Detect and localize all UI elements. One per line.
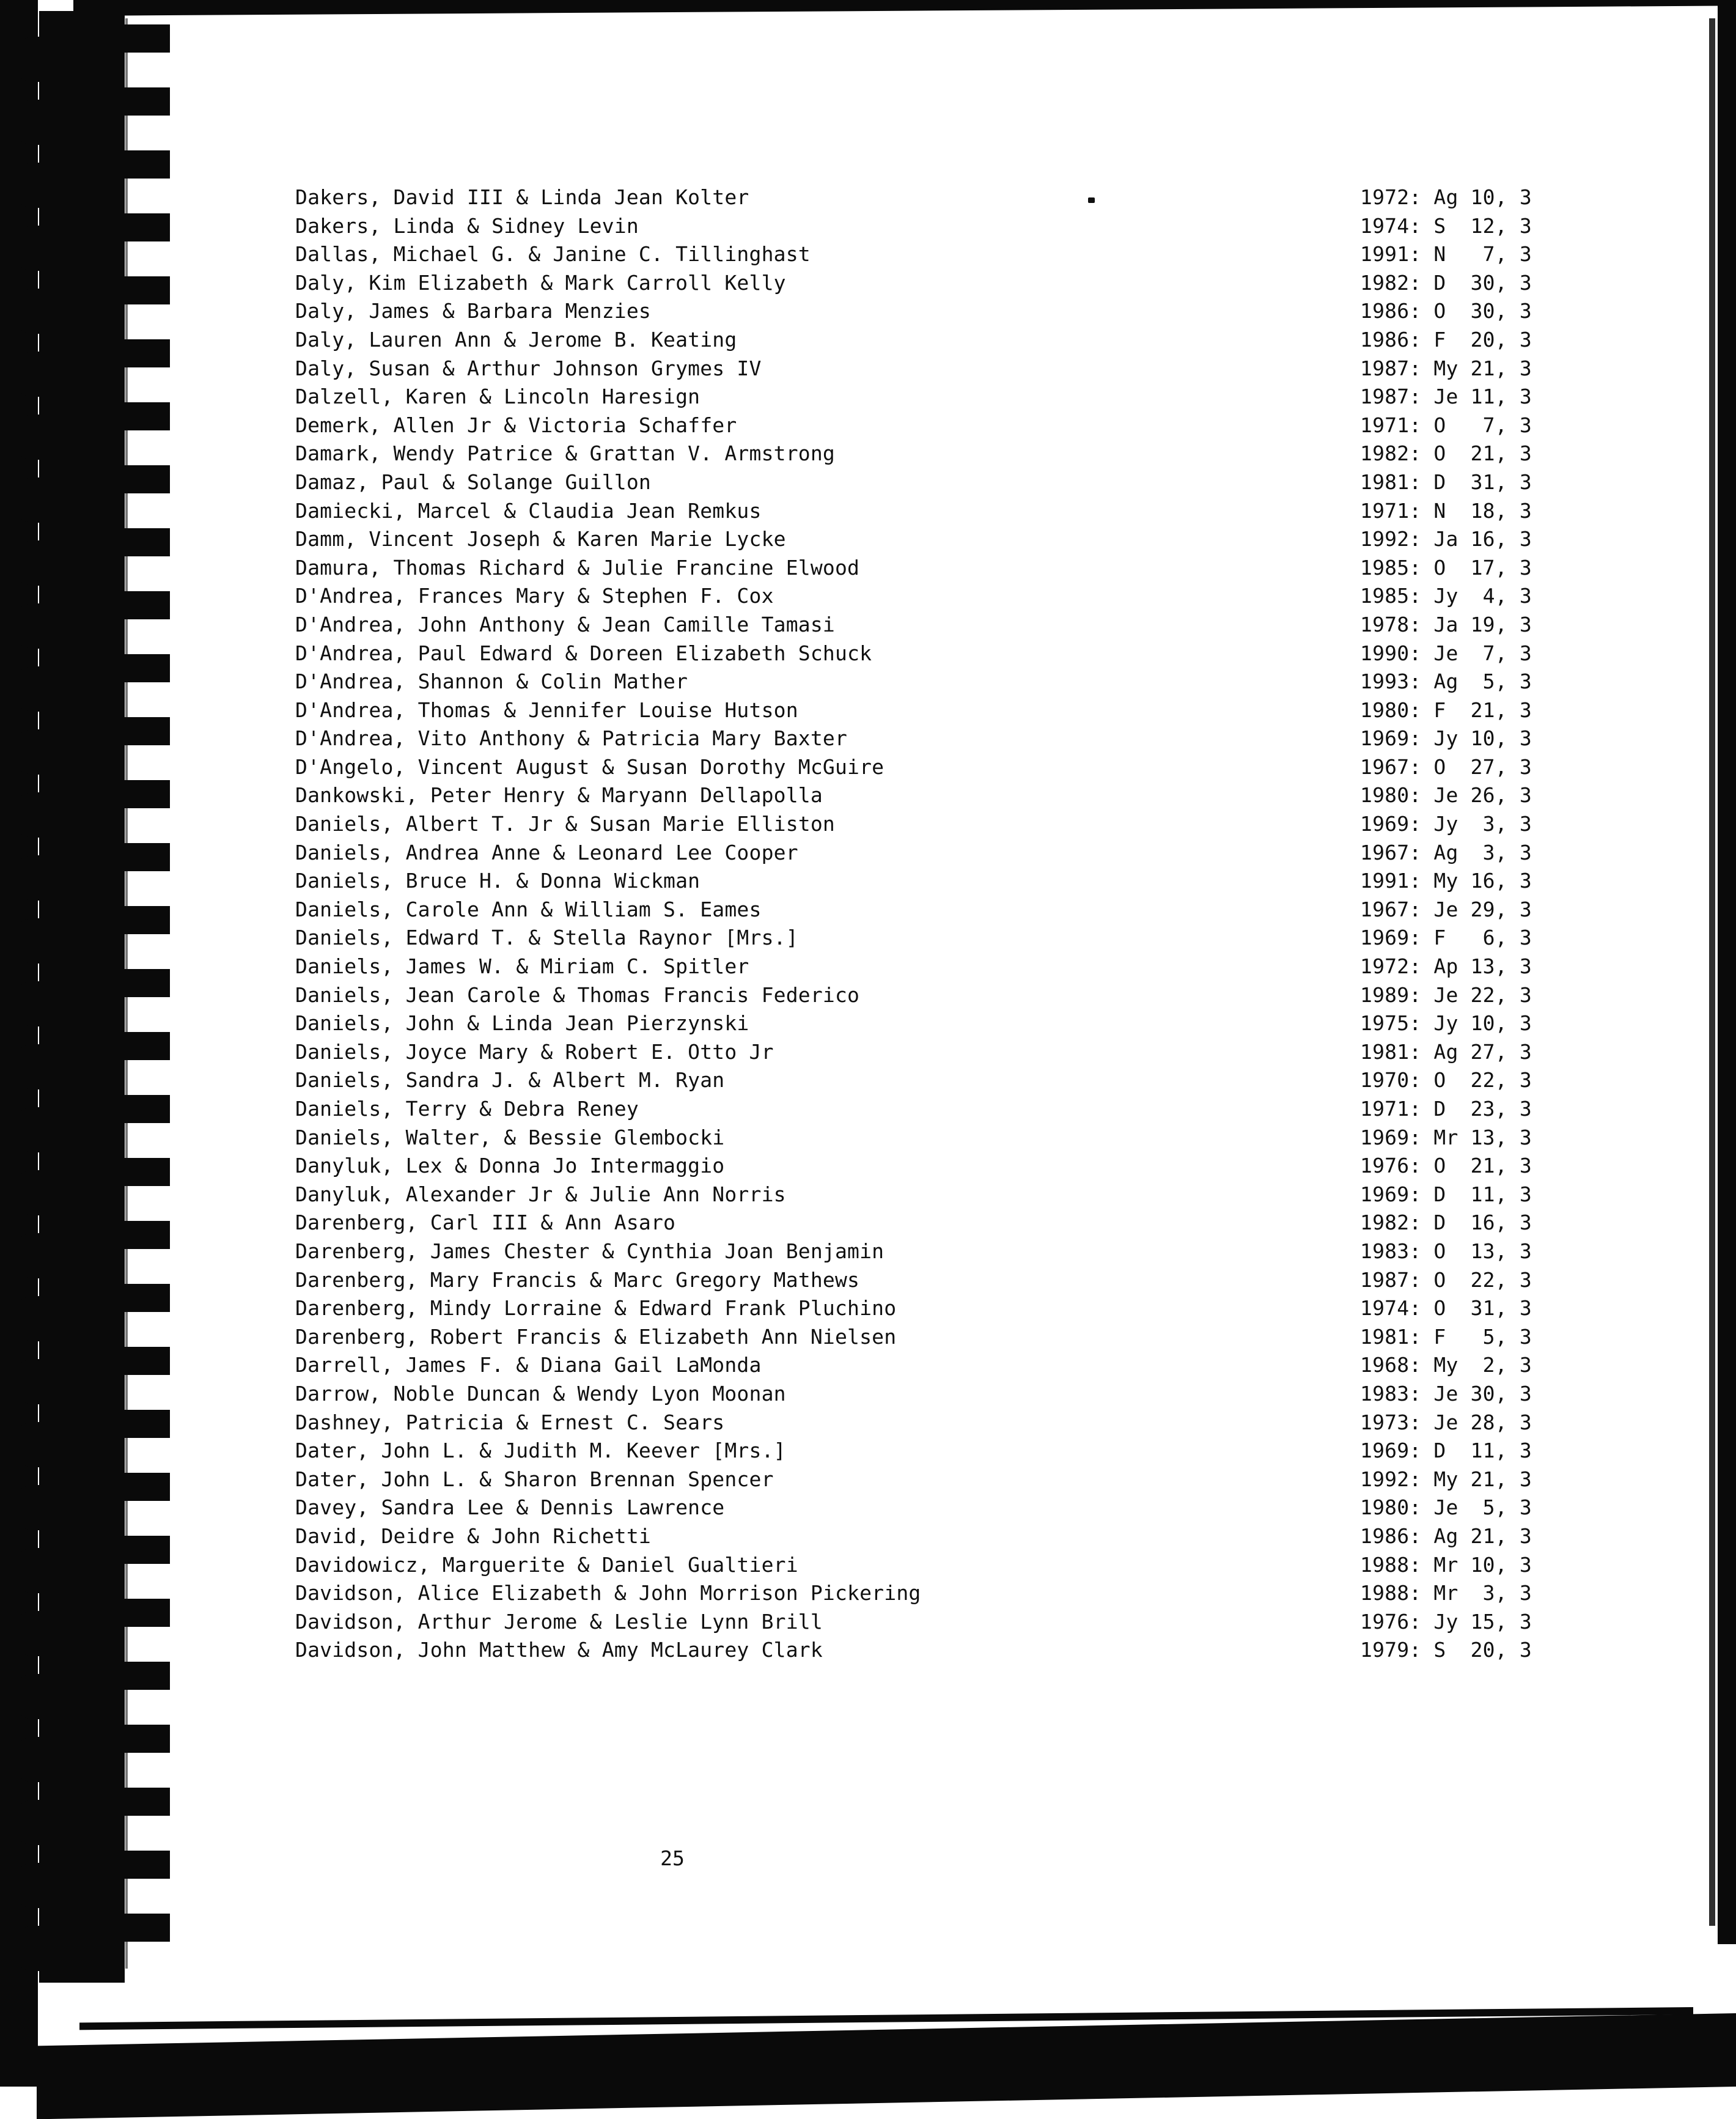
entry-row xyxy=(295,326,1548,355)
binding-tooth xyxy=(116,717,170,745)
entry-name: Dashney, Patricia & Ernest C. Sears xyxy=(295,1410,725,1434)
binding-lobe xyxy=(11,163,54,208)
entry-row xyxy=(295,1409,1548,1437)
entry-row xyxy=(295,497,1548,526)
binding-tooth xyxy=(116,1158,170,1186)
entry-row xyxy=(295,582,1548,611)
entry-name: Darrell, James F. & Diana Gail LaMonda xyxy=(295,1353,762,1377)
entry-row xyxy=(295,1009,1548,1038)
entry-row xyxy=(295,183,1548,212)
entry-name: Davidson, Alice Elizabeth & John Morrison Pickering xyxy=(295,1581,921,1605)
binding-lobe xyxy=(11,855,54,901)
binding-lobe xyxy=(11,540,54,586)
entry-name: Darenberg, Mary Francis & Marc Gregory Mathews xyxy=(295,1267,860,1292)
entry-row xyxy=(295,867,1548,896)
binding-lobe xyxy=(11,415,54,460)
entry-row xyxy=(295,440,1548,468)
entry-date: 1974: S 12, 3 xyxy=(1360,213,1532,238)
entry-name: Darrow, Noble Duncan & Wendy Lyon Moonan xyxy=(295,1381,786,1406)
entry-row xyxy=(295,1465,1548,1494)
binding-lobe xyxy=(11,981,54,1026)
binding-lobe xyxy=(11,918,54,964)
entry-row xyxy=(295,1294,1548,1323)
entry-date: 1980: Je 5, 3 xyxy=(1360,1495,1532,1520)
binding-tooth xyxy=(116,906,170,934)
entry-row xyxy=(295,1608,1548,1637)
entry-row xyxy=(295,297,1548,326)
entry-name: Damura, Thomas Richard & Julie Francine Elwood xyxy=(295,555,860,580)
entry-name: Daniels, Walter, & Bessie Glembocki xyxy=(295,1125,725,1149)
binding-tooth xyxy=(116,213,170,241)
entry-name: Davidson, John Matthew & Amy McLaurey Clark xyxy=(295,1638,823,1662)
binding-lobe xyxy=(11,1737,54,1782)
scan-border-bottom xyxy=(37,2013,1736,2119)
entry-row xyxy=(295,355,1548,383)
entry-row xyxy=(295,1551,1548,1580)
entry-date: 1988: Mr 3, 3 xyxy=(1360,1581,1532,1605)
binding-lobe xyxy=(11,1548,54,1593)
entry-row xyxy=(295,212,1548,241)
entry-name: Darenberg, Robert Francis & Elizabeth Ann Nielsen xyxy=(295,1324,897,1349)
entry-date: 1992: My 21, 3 xyxy=(1360,1467,1532,1491)
entry-name: Davidowicz, Marguerite & Daniel Gualtieri xyxy=(295,1552,798,1577)
entry-date: 1985: O 17, 3 xyxy=(1360,555,1532,580)
scan-border-top xyxy=(73,0,1736,16)
entry-row xyxy=(295,468,1548,497)
binding-tooth xyxy=(116,654,170,682)
entry-name: Danyluk, Alexander Jr & Julie Ann Norris xyxy=(295,1182,786,1206)
entry-name: Dalzell, Karen & Lincoln Haresign xyxy=(295,385,701,409)
binding-lobe xyxy=(11,1422,54,1467)
entry-date: 1978: Ja 19, 3 xyxy=(1360,612,1532,636)
entry-date: 1987: O 22, 3 xyxy=(1360,1267,1532,1292)
entry-name: Daniels, Bruce H. & Donna Wickman xyxy=(295,869,701,893)
entry-row xyxy=(295,668,1548,696)
binding-lobe xyxy=(11,1611,54,1656)
entry-row xyxy=(295,810,1548,839)
entry-date: 1969: Jy 10, 3 xyxy=(1360,726,1532,751)
entry-name: Daniels, Andrea Anne & Leonard Lee Cooper xyxy=(295,840,798,864)
entry-row xyxy=(295,1437,1548,1465)
binding-tooth xyxy=(116,843,170,871)
binding-tooth xyxy=(116,1284,170,1312)
entry-date: 1986: Ag 21, 3 xyxy=(1360,1524,1532,1548)
binding-tooth xyxy=(116,1599,170,1627)
binding-lobe xyxy=(11,1296,54,1341)
entry-date: 1972: Ap 13, 3 xyxy=(1360,954,1532,979)
binding-tooth xyxy=(116,1725,170,1753)
entry-row xyxy=(295,1522,1548,1551)
entry-row xyxy=(295,611,1548,639)
binding-tooth xyxy=(116,1221,170,1249)
entry-name: Demerk, Allen Jr & Victoria Schaffer xyxy=(295,413,737,437)
entry-name: D'Andrea, Frances Mary & Stephen F. Cox xyxy=(295,584,774,608)
entry-date: 1969: D 11, 3 xyxy=(1360,1182,1532,1206)
entry-date: 1983: Je 30, 3 xyxy=(1360,1381,1532,1406)
entry-date: 1975: Jy 10, 3 xyxy=(1360,1011,1532,1036)
binding-lobe xyxy=(11,1044,54,1089)
entry-name: Dakers, Linda & Sidney Levin xyxy=(295,213,639,238)
binding-tooth xyxy=(116,1032,170,1060)
entry-row xyxy=(295,781,1548,810)
entry-row xyxy=(295,1152,1548,1181)
entry-name: Damaz, Paul & Solange Guillon xyxy=(295,470,651,494)
entry-row xyxy=(295,1494,1548,1522)
binding-tooth xyxy=(116,1788,170,1816)
scan-border-right xyxy=(1718,0,1736,1944)
entry-date: 1981: Ag 27, 3 xyxy=(1360,1039,1532,1064)
binding-tooth xyxy=(116,1473,170,1501)
entry-date: 1979: S 20, 3 xyxy=(1360,1638,1532,1662)
binding-tooth xyxy=(116,150,170,179)
entry-name: Daniels, John & Linda Jean Pierzynski xyxy=(295,1011,749,1036)
entry-name: Daly, James & Barbara Menzies xyxy=(295,299,651,323)
entry-date: 1993: Ag 5, 3 xyxy=(1360,669,1532,694)
entry-name: Damark, Wendy Patrice & Grattan V. Armstrong xyxy=(295,441,835,466)
entry-name: Daniels, Joyce Mary & Robert E. Otto Jr xyxy=(295,1039,774,1064)
entry-date: 1991: N 7, 3 xyxy=(1360,242,1532,267)
entry-row xyxy=(295,269,1548,298)
entry-name: Davidson, Arthur Jerome & Leslie Lynn Brill xyxy=(295,1609,823,1634)
entry-name: Daniels, Edward T. & Stella Raynor [Mrs.] xyxy=(295,926,798,950)
entry-name: D'Andrea, Vito Anthony & Patricia Mary Baxter xyxy=(295,726,848,751)
entry-name: David, Deidre & John Richetti xyxy=(295,1524,651,1548)
entry-date: 1983: O 13, 3 xyxy=(1360,1239,1532,1263)
binding-lobe xyxy=(11,37,54,82)
binding-lobe xyxy=(11,1800,54,1845)
binding-tooth xyxy=(116,24,170,53)
entry-date: 1991: My 16, 3 xyxy=(1360,869,1532,893)
entry-row xyxy=(295,1181,1548,1209)
entry-name: D'Angelo, Vincent August & Susan Dorothy McGuire xyxy=(295,754,885,779)
entry-row xyxy=(295,411,1548,440)
binding-lobe xyxy=(11,1485,54,1530)
entry-name: Daniels, Sandra J. & Albert M. Ryan xyxy=(295,1068,725,1093)
entry-date: 1988: Mr 10, 3 xyxy=(1360,1552,1532,1577)
binding-tooth xyxy=(116,780,170,808)
spiral-binding xyxy=(0,0,183,1993)
entry-row xyxy=(295,554,1548,583)
binding-tooth xyxy=(116,1914,170,1942)
entry-date: 1992: Ja 16, 3 xyxy=(1360,527,1532,551)
entry-row xyxy=(295,924,1548,953)
entry-name: D'Andrea, Paul Edward & Doreen Elizabeth Schuck xyxy=(295,641,872,665)
binding-tooth xyxy=(116,465,170,493)
binding-lobe xyxy=(11,792,54,838)
entry-date: 1982: D 16, 3 xyxy=(1360,1211,1532,1235)
entry-date: 1987: My 21, 3 xyxy=(1360,356,1532,380)
entry-row xyxy=(295,1323,1548,1352)
entry-date: 1990: Je 7, 3 xyxy=(1360,641,1532,665)
entry-row xyxy=(295,383,1548,411)
entry-name: D'Andrea, Shannon & Colin Mather xyxy=(295,669,688,694)
binding-tooth xyxy=(116,1662,170,1690)
entry-name: D'Andrea, Thomas & Jennifer Louise Hutson xyxy=(295,698,798,722)
binding-lobe xyxy=(11,1674,54,1719)
entry-date: 1971: D 23, 3 xyxy=(1360,1097,1532,1121)
entry-row xyxy=(295,696,1548,725)
binding-lobe xyxy=(11,1926,54,1971)
entry-row xyxy=(295,1351,1548,1380)
entry-date: 1989: Je 22, 3 xyxy=(1360,982,1532,1007)
entry-date: 1971: N 18, 3 xyxy=(1360,498,1532,523)
binding-tooth xyxy=(116,276,170,304)
binding-lobe xyxy=(11,477,54,523)
entry-name: Dankowski, Peter Henry & Maryann Dellapolla xyxy=(295,783,823,808)
entry-date: 1971: O 7, 3 xyxy=(1360,413,1532,437)
entry-date: 1981: F 5, 3 xyxy=(1360,1324,1532,1349)
entry-row xyxy=(295,839,1548,868)
binding-lobe xyxy=(11,1359,54,1404)
binding-tooth xyxy=(116,528,170,556)
entry-name: Dater, John L. & Judith M. Keever [Mrs.] xyxy=(295,1439,786,1463)
entry-date: 1969: F 6, 3 xyxy=(1360,926,1532,950)
page-number-value: 25 xyxy=(660,1846,685,1870)
entry-date: 1980: Je 26, 3 xyxy=(1360,783,1532,808)
entry-date: 1986: F 20, 3 xyxy=(1360,327,1532,352)
binding-tooth xyxy=(116,1410,170,1438)
entry-date: 1967: Ag 3, 3 xyxy=(1360,840,1532,864)
entry-name: Daniels, Terry & Debra Reney xyxy=(295,1097,639,1121)
entry-name: Daniels, Carole Ann & William S. Eames xyxy=(295,897,762,921)
entry-row xyxy=(295,639,1548,668)
entry-name: Damiecki, Marcel & Claudia Jean Remkus xyxy=(295,498,762,523)
entry-row xyxy=(295,953,1548,981)
entry-row xyxy=(295,1038,1548,1067)
entry-date: 1982: D 30, 3 xyxy=(1360,270,1532,295)
entry-name: Dallas, Michael G. & Janine C. Tillinghast xyxy=(295,242,811,267)
binding-tooth xyxy=(116,591,170,619)
entry-date: 1969: D 11, 3 xyxy=(1360,1439,1532,1463)
binding-lobe xyxy=(11,289,54,334)
entry-date: 1969: Mr 13, 3 xyxy=(1360,1125,1532,1149)
entry-date: 1987: Je 11, 3 xyxy=(1360,385,1532,409)
entry-date: 1968: My 2, 3 xyxy=(1360,1353,1532,1377)
binding-tooth xyxy=(116,87,170,116)
entry-date: 1973: Je 28, 3 xyxy=(1360,1410,1532,1434)
entry-list xyxy=(295,183,1548,1665)
entry-row xyxy=(295,1209,1548,1237)
binding-lobe xyxy=(11,1107,54,1152)
entry-row xyxy=(295,981,1548,1010)
entry-name: D'Andrea, John Anthony & Jean Camille Tamasi xyxy=(295,612,835,636)
page-number xyxy=(0,1846,1736,1870)
entry-date: 1967: O 27, 3 xyxy=(1360,754,1532,779)
entry-row xyxy=(295,1124,1548,1152)
entry-row xyxy=(295,1636,1548,1665)
binding-tooth xyxy=(116,339,170,367)
entry-row xyxy=(295,724,1548,753)
entry-date: 1976: Jy 15, 3 xyxy=(1360,1609,1532,1634)
binding-tooth xyxy=(116,1347,170,1375)
entry-name: Damm, Vincent Joseph & Karen Marie Lycke xyxy=(295,527,786,551)
entry-name: Daly, Lauren Ann & Jerome B. Keating xyxy=(295,327,737,352)
binding-lobe xyxy=(11,666,54,712)
scan-border-right-inner xyxy=(1709,18,1715,1926)
entry-name: Danyluk, Lex & Donna Jo Intermaggio xyxy=(295,1154,725,1178)
entry-row xyxy=(295,1380,1548,1409)
entry-name: Daniels, James W. & Miriam C. Spitler xyxy=(295,954,749,979)
entry-row xyxy=(295,753,1548,782)
entry-date: 1967: Je 29, 3 xyxy=(1360,897,1532,921)
entry-row xyxy=(295,896,1548,924)
entry-name: Davey, Sandra Lee & Dennis Lawrence xyxy=(295,1495,725,1520)
binding-lobe xyxy=(11,1170,54,1215)
entry-date: 1974: O 31, 3 xyxy=(1360,1296,1532,1321)
entry-name: Dakers, David III & Linda Jean Kolter xyxy=(295,185,749,209)
entry-row xyxy=(295,1095,1548,1124)
entry-row xyxy=(295,1237,1548,1266)
binding-lobe xyxy=(11,603,54,649)
entry-date: 1980: F 21, 3 xyxy=(1360,698,1532,722)
entry-date: 1969: Jy 3, 3 xyxy=(1360,812,1532,836)
entry-date: 1986: O 30, 3 xyxy=(1360,299,1532,323)
binding-lobe xyxy=(11,729,54,775)
entry-date: 1985: Jy 4, 3 xyxy=(1360,584,1532,608)
entry-row xyxy=(295,240,1548,269)
binding-lobe xyxy=(11,352,54,397)
entry-name: Daly, Susan & Arthur Johnson Grymes IV xyxy=(295,356,762,380)
binding-tooth xyxy=(116,402,170,430)
binding-tooth xyxy=(116,1095,170,1123)
entry-date: 1972: Ag 10, 3 xyxy=(1360,185,1532,209)
entry-date: 1982: O 21, 3 xyxy=(1360,441,1532,466)
entry-name: Darenberg, James Chester & Cynthia Joan Benjamin xyxy=(295,1239,885,1263)
binding-tooth xyxy=(116,969,170,997)
binding-lobe xyxy=(11,226,54,271)
entry-date: 1970: O 22, 3 xyxy=(1360,1068,1532,1093)
binding-lobe xyxy=(11,1233,54,1278)
entry-date: 1976: O 21, 3 xyxy=(1360,1154,1532,1178)
entry-name: Darenberg, Mindy Lorraine & Edward Frank Pluchino xyxy=(295,1296,897,1321)
binding-tooth xyxy=(116,1536,170,1564)
entry-name: Daniels, Albert T. Jr & Susan Marie Elliston xyxy=(295,812,835,836)
entry-row xyxy=(295,1579,1548,1608)
entry-name: Daniels, Jean Carole & Thomas Francis Federico xyxy=(295,982,860,1007)
entry-name: Darenberg, Carl III & Ann Asaro xyxy=(295,1211,676,1235)
entry-row xyxy=(295,1066,1548,1095)
entry-name: Dater, John L. & Sharon Brennan Spencer xyxy=(295,1467,774,1491)
entry-row xyxy=(295,525,1548,554)
binding-lobe xyxy=(11,100,54,145)
entry-row xyxy=(295,1266,1548,1295)
entry-name: Daly, Kim Elizabeth & Mark Carroll Kelly xyxy=(295,270,786,295)
entry-date: 1981: D 31, 3 xyxy=(1360,470,1532,494)
